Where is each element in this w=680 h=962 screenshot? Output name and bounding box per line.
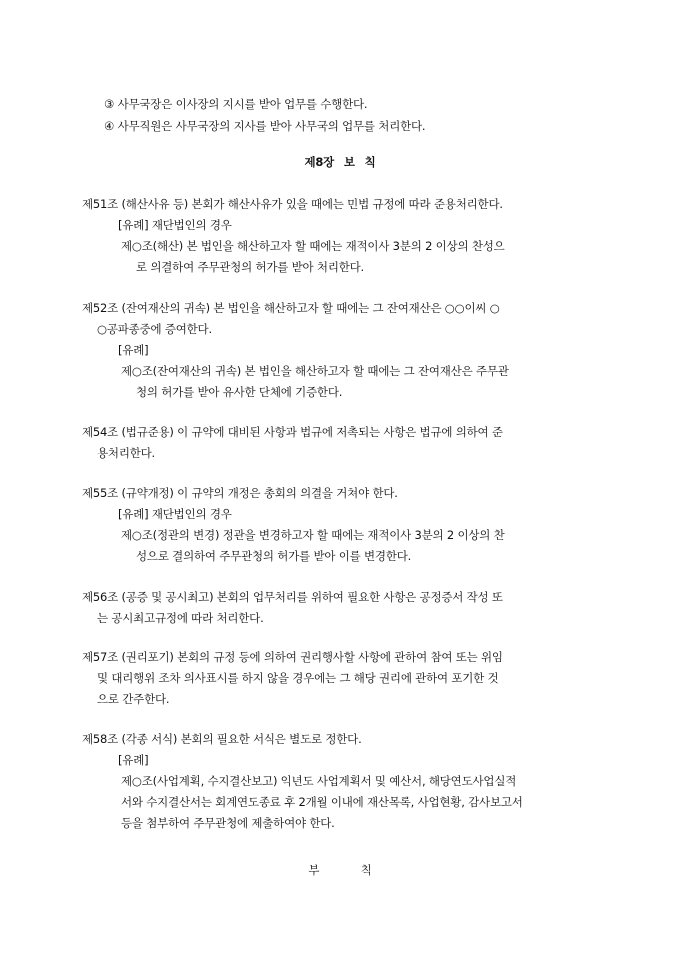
article-56-line: 제56조 (공증 및 공시최고) 본회의 업무처리를 위하여 필요한 사항은 공정증서 작성 또: [82, 590, 503, 604]
article-54-line: 용처리한다.: [97, 446, 155, 460]
article-54-line: 제54조 (법규준용) 이 규약에 대비된 사항과 법규에 저촉되는 사항은 법규에 의하여 준: [82, 425, 503, 439]
appendix-heading: 부 칙: [308, 863, 372, 877]
article-52-example-label: [유례]: [118, 343, 149, 357]
article-57-line: 으로 간주한다.: [97, 692, 170, 706]
article-52-line: ○공파종중에 증여한다.: [97, 322, 212, 336]
article-58-example-line: 등을 첨부하여 주무관청에 제출하여야 한다.: [121, 816, 335, 830]
article-55-example-line: 성으로 결의하여 주무관청의 허가를 받아 이를 변경한다.: [136, 549, 412, 563]
article-58-example-line: 제○조(사업계획, 수지결산보고) 익년도 사업계획서 및 예산서, 해당연도사업실적: [121, 774, 517, 788]
article-58: 제58조 (각종 서식) 본회의 필요한 서식은 별도로 정한다.: [82, 732, 362, 746]
article-52-example-line: 청의 허가를 받아 유사한 단체에 기증한다.: [136, 385, 343, 399]
article-51-example-line: 로 의결하여 주무관청의 허가를 받아 처리한다.: [136, 260, 365, 274]
article-55-example-line: 제○조(정관의 변경) 정관을 변경하고자 할 때에는 재적이사 3분의 2 이상의 찬: [121, 528, 505, 542]
article-57-line: 및 대리행위 조차 의사표시를 하지 않을 경우에는 그 해당 권리에 관하여 포기한 것: [97, 671, 499, 685]
article-58-example-line: 서와 수지결산서는 회계연도종료 후 2개월 이내에 재산목록, 사업현황, 감사보고서: [121, 795, 523, 809]
article-56-line: 는 공시최고규정에 따라 처리한다.: [97, 611, 264, 625]
article-52-example-line: 제○조(잔여재산의 귀속) 본 법인을 해산하고자 할 때에는 그 잔여재산은 주무관: [121, 364, 509, 378]
article-55: 제55조 (규약개정) 이 규약의 개정은 총회의 의결을 거쳐야 한다.: [82, 486, 398, 500]
article-55-example-label: [유례] 재단법인의 경우: [118, 507, 232, 521]
article-51-example-label: [유례] 재단법인의 경우: [118, 218, 232, 232]
article-52-line: 제52조 (잔여재산의 귀속) 본 법인을 해산하고자 할 때에는 그 잔여재산은 ○○이씨 ○: [82, 301, 500, 315]
intro-item-4: ④ 사무직원은 사무국장의 지사를 받아 사무국의 업무를 처리한다.: [104, 119, 426, 133]
article-58-example-label: [유례]: [118, 753, 149, 767]
article-51: 제51조 (해산사유 등) 본회가 해산사유가 있을 때에는 민법 규정에 따라 준용처리한다.: [82, 197, 503, 211]
article-57-line: 제57조 (권리포기) 본회의 규정 등에 의하여 권리행사할 사항에 관하여 참여 또는 위임: [82, 650, 503, 664]
article-51-example-line: 제○조(해산) 본 법인을 해산하고자 할 때에는 재적이사 3분의 2 이상의 찬성으: [121, 239, 505, 253]
chapter-heading: 제8장 보 칙: [304, 155, 376, 169]
intro-item-3: ③ 사무국장은 이사장의 지시를 받아 업무를 수행한다.: [104, 97, 368, 111]
